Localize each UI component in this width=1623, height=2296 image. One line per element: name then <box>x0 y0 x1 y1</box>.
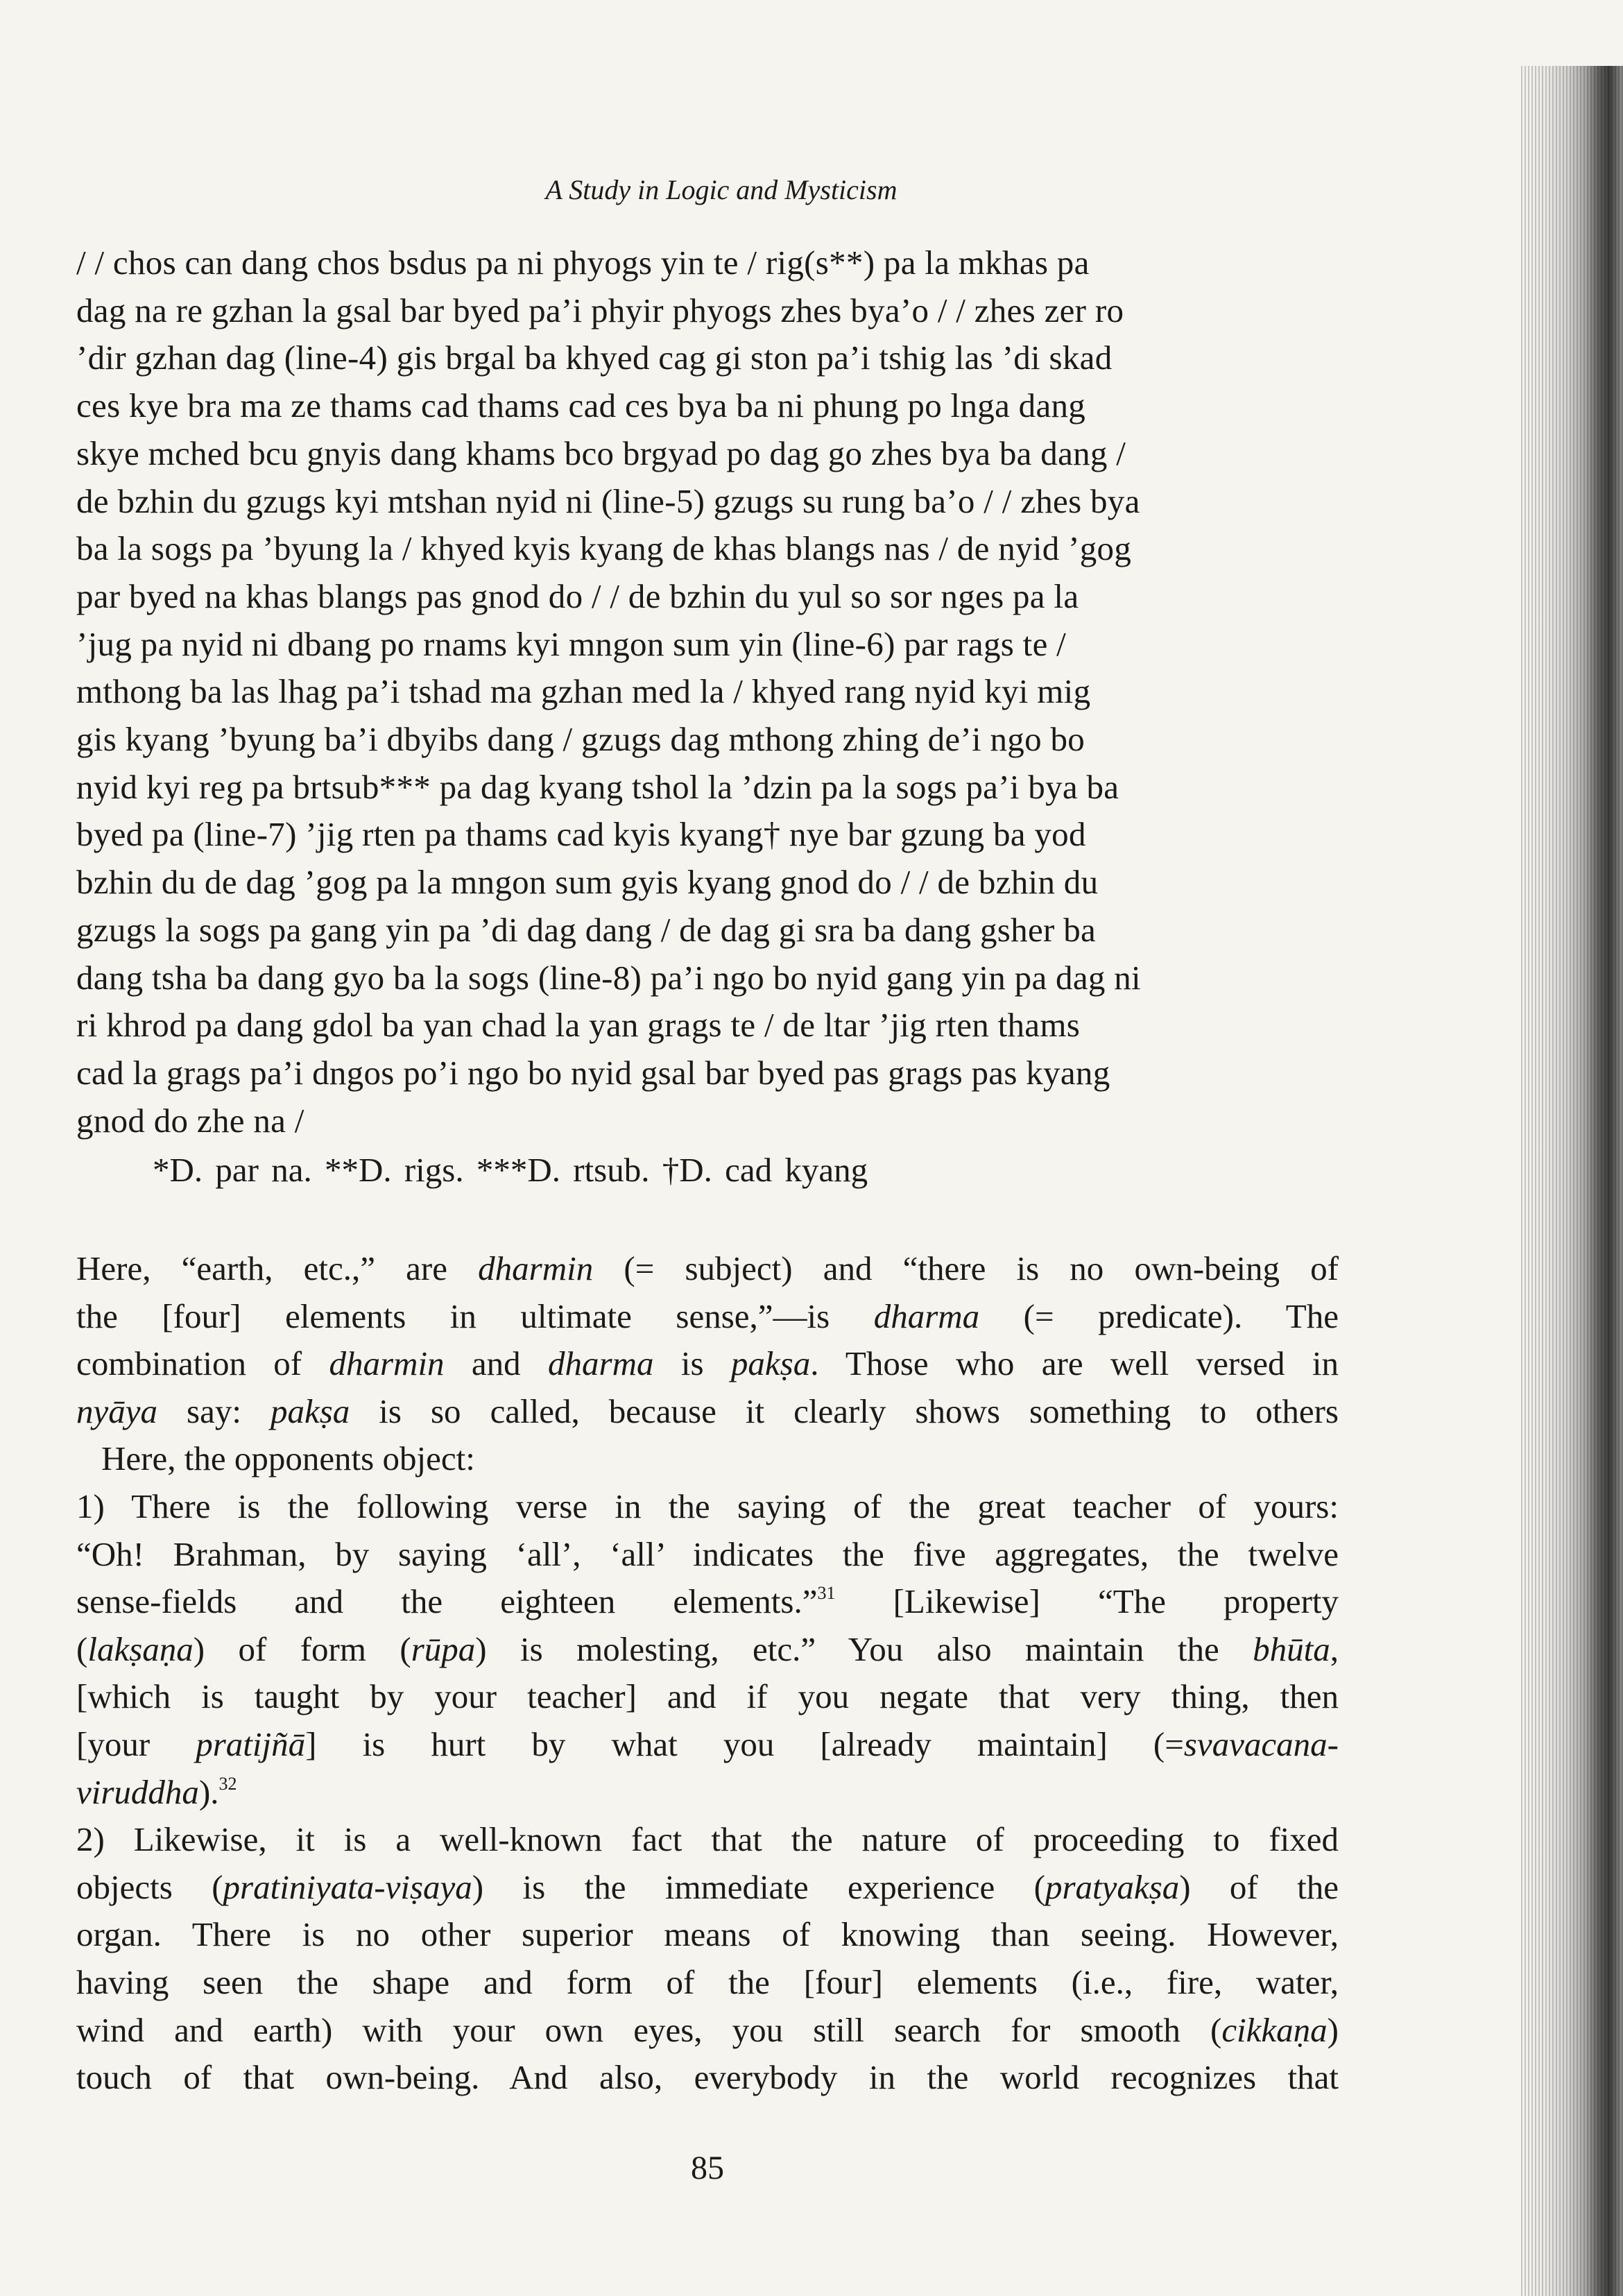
tibetan-text-block <box>76 239 1339 1145</box>
translation-line: “Oh! Brahman, by saying ‘all’, ‘all’ indicates the five aggregates, the twelve <box>76 1534 1339 1573</box>
tibetan-line: / / chos can dang chos bsdus pa ni phyogs yin te / rig(s**) pa la mkhas pa <box>76 243 1090 282</box>
tibetan-line: dag na re gzhan la gsal bar byed pa’i phyir phyogs zhes bya’o / / zhes zer ro <box>76 291 1124 329</box>
tibetan-line: ’dir gzhan dag (line-4) gis brgal ba khyed cag gi ston pa’i tshig las ’di skad <box>76 339 1113 377</box>
tibetan-line: dang tsha ba dang gyo ba la sogs (line-8) pa’i ngo bo nyid gang yin pa dag ni <box>76 958 1141 997</box>
translation-line: Here, the opponents object: <box>101 1439 475 1478</box>
translation-line: sense-fields and the eighteen elements.”$^{31}$ [Likewise] “The property <box>76 1582 1339 1621</box>
translation-line: wind and earth) with your own eyes, you still search for smooth (cikkaṇa) <box>76 2010 1339 2049</box>
running-head: A Study in Logic and Mysticism <box>545 174 898 205</box>
translation-line: 2) Likewise, it is a well-known fact that the nature of proceeding to fixed <box>76 1820 1339 1859</box>
tibetan-line: de bzhin du gzugs kyi mtshan nyid ni (line-5) gzugs su rung ba’o / / zhes bya <box>76 481 1140 520</box>
tibetan-line: skye mched bcu gnyis dang khams bco brgyad po dag go zhes bya ba dang / <box>76 434 1126 472</box>
tibetan-line: bzhin du de dag ’gog pa la mngon sum gyis kyang gnod do / / de bzhin du <box>76 863 1099 902</box>
translation-line: the [four] elements in ultimate sense,”—is dharma (= predicate). The <box>76 1296 1339 1335</box>
variant-readings-footnote: *D. par na. **D. rigs. ***D. rtsub. †D. cad kyang <box>153 1151 868 1189</box>
translation-line: nyāya say: pakṣa is so called, because it clearly shows something to others <box>76 1391 1339 1430</box>
tibetan-line: gzugs la sogs pa gang yin pa ’di dag dang / de dag gi sra ba dang gsher ba <box>76 910 1097 949</box>
tibetan-line: gnod do zhe na / <box>76 1101 304 1140</box>
translation-line: combination of dharmin and dharma is pakṣa. Those who are well versed in <box>76 1344 1339 1383</box>
tibetan-line: gis kyang ’byung ba’i dbyibs dang / gzugs dag mthong zhing de’i ngo bo <box>76 720 1085 759</box>
tibetan-line: ba la sogs pa ’byung la / khyed kyis kyang de khas blangs nas / de nyid ’gog <box>76 529 1132 568</box>
tibetan-line: ri khrod pa dang gdol ba yan chad la yan grags te / de ltar ’jig rten thams <box>76 1006 1081 1045</box>
translation-line: touch of that own-being. And also, everybody in the world recognizes that <box>76 2058 1339 2097</box>
tibetan-line: ’jug pa nyid ni dbang po rnams kyi mngon sum yin (line-6) par rags te / <box>76 624 1067 663</box>
translation-line: 1) There is the following verse in the saying of the great teacher of yours: <box>76 1487 1339 1525</box>
translation-line: having seen the shape and form of the [four] elements (i.e., fire, water, <box>76 1962 1339 2001</box>
tibetan-line: cad la grags pa’i dngos po’i ngo bo nyid gsal bar byed pas grags pas kyang <box>76 1053 1110 1092</box>
page-number: 85 <box>691 2150 724 2186</box>
tibetan-line: ces kye bra ma ze thams cad thams cad ces bya ba ni phung po lnga dang <box>76 386 1086 425</box>
translation-line: [which is taught by your teacher] and if you negate that very thing, then <box>76 1677 1339 1716</box>
tibetan-line: byed pa (line-7) ’jig rten pa thams cad kyis kyang† nye bar gzung ba yod <box>76 815 1086 854</box>
translation-line: viruddha).$^{32}$ <box>76 1772 237 1811</box>
translation-line: objects (pratiniyata-viṣaya) is the immediate experience (pratyakṣa) of the <box>76 1867 1339 1906</box>
book-binding-edge <box>1519 66 1623 2296</box>
translation-text-block <box>76 1245 1339 2102</box>
tibetan-line: mthong ba las lhag pa’i tshad ma gzhan med la / khyed rang nyid kyi mig <box>76 672 1091 711</box>
translation-line: [your pratijñā] is hurt by what you [already maintain] (=svavacana- <box>76 1724 1339 1763</box>
translation-line: Here, “earth, etc.,” are dharmin (= subject) and “there is no own-being of <box>76 1249 1339 1287</box>
tibetan-line: nyid kyi reg pa brtsub*** pa dag kyang tshol la ’dzin pa la sogs pa’i bya ba <box>76 767 1119 806</box>
translation-line: organ. There is no other superior means of knowing than seeing. However, <box>76 1915 1339 1954</box>
translation-line: (lakṣaṇa) of form (rūpa) is molesting, etc.” You also maintain the bhūta, <box>76 1629 1339 1668</box>
tibetan-line: par byed na khas blangs pas gnod do / / de bzhin du yul so sor nges pa la <box>76 576 1079 615</box>
